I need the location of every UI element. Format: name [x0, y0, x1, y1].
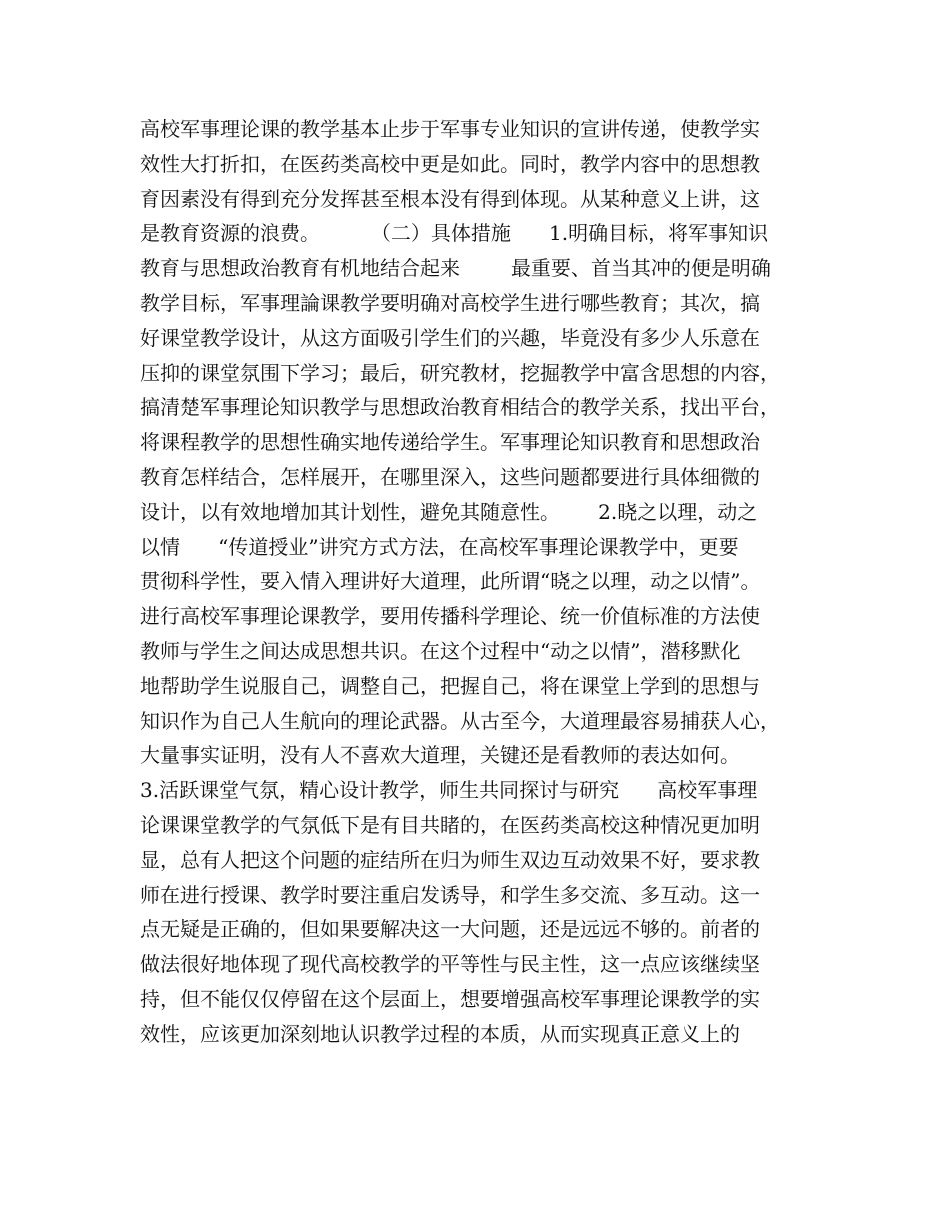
body-text — [140, 112, 820, 1052]
text-line: 将课程教学的思想性确实地传递给学生。军事理论知识教育和思想政治 — [140, 430, 760, 455]
text-line: 做法很好地体现了现代高校教学的平等性与民主性，这一点应该继续坚 — [140, 952, 760, 977]
text-line: 高校军事理论课的教学基本止步于军事专业知识的宣讲传递，使教学实 — [140, 117, 760, 141]
text-line: 3.活跃课堂气氛，精心设计教学，师生共同探讨与研究 高校军事理 — [140, 778, 758, 803]
text-line: 地帮助学生说服自己，调整自己，把握自己，将在课堂上学到的思想与 — [140, 673, 760, 698]
text-line: 点无疑是正确的，但如果要解决这一大问题，还是远远不够的。前者的 — [140, 917, 760, 942]
text-line: 效性大打折扣，在医药类高校中更是如此。同时，教学内容中的思想教 — [140, 151, 760, 176]
text-line: 好课堂教学设计，从这方面吸引学生们的兴趣，毕竟没有多少人乐意在 — [140, 325, 760, 350]
text-line: 设计，以有效地增加其计划性，避免其随意性。 2.晓之以理，动之 — [140, 499, 758, 524]
text-line: 教育与思想政治教育有机地结合起来 最重要、首当其冲的便是明确 — [140, 256, 771, 281]
text-line: 搞清楚军事理论知识教学与思想政治教育相结合的教学关系，找出平台， — [140, 395, 780, 420]
text-line: 教学目标，军事理論课教学要明确对高校学生进行哪些教育；其次，搞 — [140, 290, 760, 315]
text-line: 贯彻科学性，要入情入理讲好大道理，此所谓“晓之以理，动之以情”。 — [140, 569, 761, 594]
text-line: 显，总有人把这个问题的症结所在归为师生双边互动效果不好，要求教 — [140, 847, 760, 872]
text-line: 进行高校军事理论课教学，要用传播科学理论、统一价值标准的方法使 — [140, 604, 760, 629]
text-line: 效性，应该更加深刻地认识教学过程的本质，从而实现真正意义上的 — [140, 1021, 740, 1046]
text-line: 是教育资源的浪费。 （二）具体措施 1.明确目标，将军事知识 — [140, 221, 769, 246]
text-line: 以情 “传道授业”讲究方式方法，在高校军事理论课教学中，更要 — [140, 534, 739, 559]
text-line: 持，但不能仅仅停留在这个层面上，想要增强高校军事理论课教学的实 — [140, 986, 760, 1011]
text-line: 教师与学生之间达成思想共识。在这个过程中“动之以情”，潜移默化 — [140, 638, 741, 663]
text-line: 教育怎样结合，怎样展开，在哪里深入，这些问题都要进行具体细微的 — [140, 464, 760, 489]
text-line: 知识作为自己人生航向的理论武器。从古至今，大道理最容易捕获人心， — [140, 708, 780, 733]
text-line: 论课课堂教学的气氛低下是有目共睹的，在医药类高校这种情况更加明 — [140, 812, 760, 837]
text-line: 大量事实证明，没有人不喜欢大道理，关键还是看教师的表达如何。 — [140, 743, 740, 768]
text-line: 师在进行授课、教学时要注重启发诱导，和学生多交流、多互动。这一 — [140, 882, 760, 907]
text-line: 压抑的课堂氛围下学习；最后，研究教材，挖掘教学中富含思想的内容， — [140, 360, 780, 385]
text-line: 育因素没有得到充分发挥甚至根本没有得到体现。从某种意义上讲，这 — [140, 186, 760, 211]
